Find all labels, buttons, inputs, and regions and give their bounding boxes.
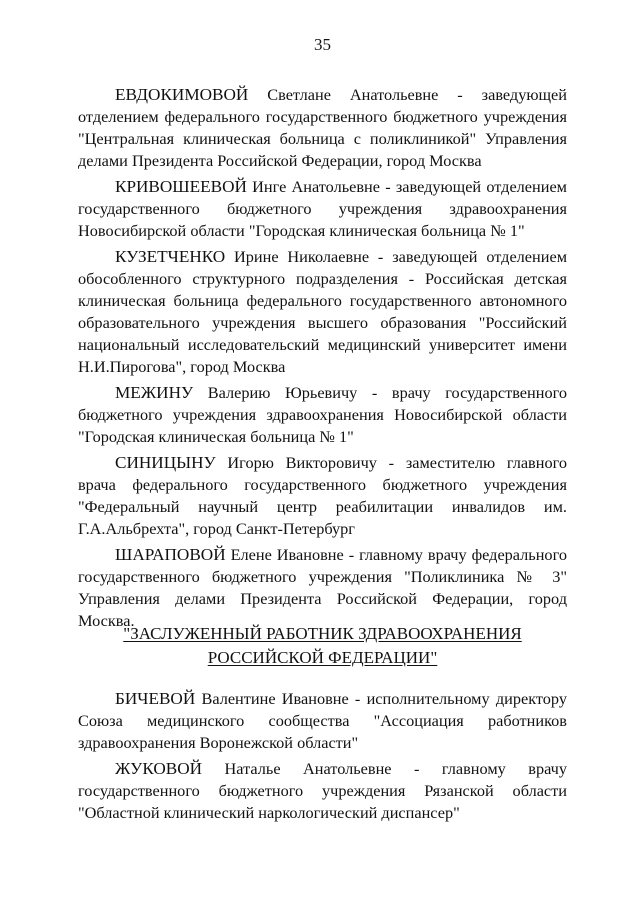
recipient-surname: ШАРАПОВОЙ [115,545,226,564]
recipient-details: Наталье Анатольевне - главному врачу государственного бюджетного учреждения Рязанской области "Областной клинический наркологический диспансер" [78,759,567,822]
recipient-details: Ирине Николаевне - заведующей отделением обособленного структурного подразделения - Российская детская клиническая больница федерального государственного автономного образовательного учреждения высшего образования "Российский национальный исследовательский медицинский университет имени Н.И.Пирогова", город Москва [78,247,567,376]
award-entry [78,452,567,540]
recipient-surname: ЕВДОКИМОВОЙ [115,85,249,104]
section-heading-text-1: "ЗАСЛУЖЕННЫЙ РАБОТНИК ЗДРАВООХРАНЕНИЯ [123,624,522,643]
award-entry [78,688,567,754]
section-heading-text-2: РОССИЙСКОЙ ФЕДЕРАЦИИ" [207,648,438,667]
recipient-details: Валентине Ивановне - исполнительному директору Союза медицинского сообщества "Ассоциация работников здравоохранения Воронежской области" [78,689,567,752]
section-heading-line-2 [78,646,567,670]
recipient-details: Елене Ивановне - главному врачу федерального государственного бюджетного учреждения "Поликлиника № 3" Управления делами Президента Российской Федерации, город Москва. [78,545,567,630]
recipient-surname: МЕЖИНУ [115,383,194,402]
award-entry [78,758,567,824]
recipient-surname: КРИВОШЕЕВОЙ [115,177,247,196]
award-list-2 [78,688,567,828]
recipient-surname: ЖУКОВОЙ [115,759,203,778]
award-entry [78,246,567,378]
recipient-surname: КУЗЕТЧЕНКО [115,247,226,266]
award-entry [78,84,567,172]
award-entry [78,382,567,448]
recipient-surname: СИНИЦЫНУ [115,453,216,472]
recipient-details: Светлане Анатольевне - заведующей отделением федерального государственного бюджетного учреждения "Центральная клиническая больница с поликлиникой" Управления делами Президента Российской Федерации, город Москва [78,85,567,170]
award-entry [78,544,567,632]
section-heading-line-1 [78,622,567,646]
recipient-details: Валерию Юрьевичу - врачу государственного бюджетного учреждения здравоохранения Новосибирской области "Городская клиническая больница № 1" [78,383,567,446]
page-number: 35 [314,35,331,54]
recipient-details: Инге Анатольевне - заведующей отделением государственного бюджетного учреждения здравоохранения Новосибирской области "Городская клиническая больница № 1" [78,177,567,240]
recipient-details: Игорю Викторовичу - заместителю главного врача федерального государственного бюджетного учреждения "Федеральный научный центр реабилитации инвалидов им. Г.А.Альбрехта", город Санкт-Петербург [78,453,567,538]
award-entry [78,176,567,242]
section-heading [78,622,567,670]
recipient-surname: БИЧЕВОЙ [115,689,196,708]
award-list-1 [78,84,567,636]
